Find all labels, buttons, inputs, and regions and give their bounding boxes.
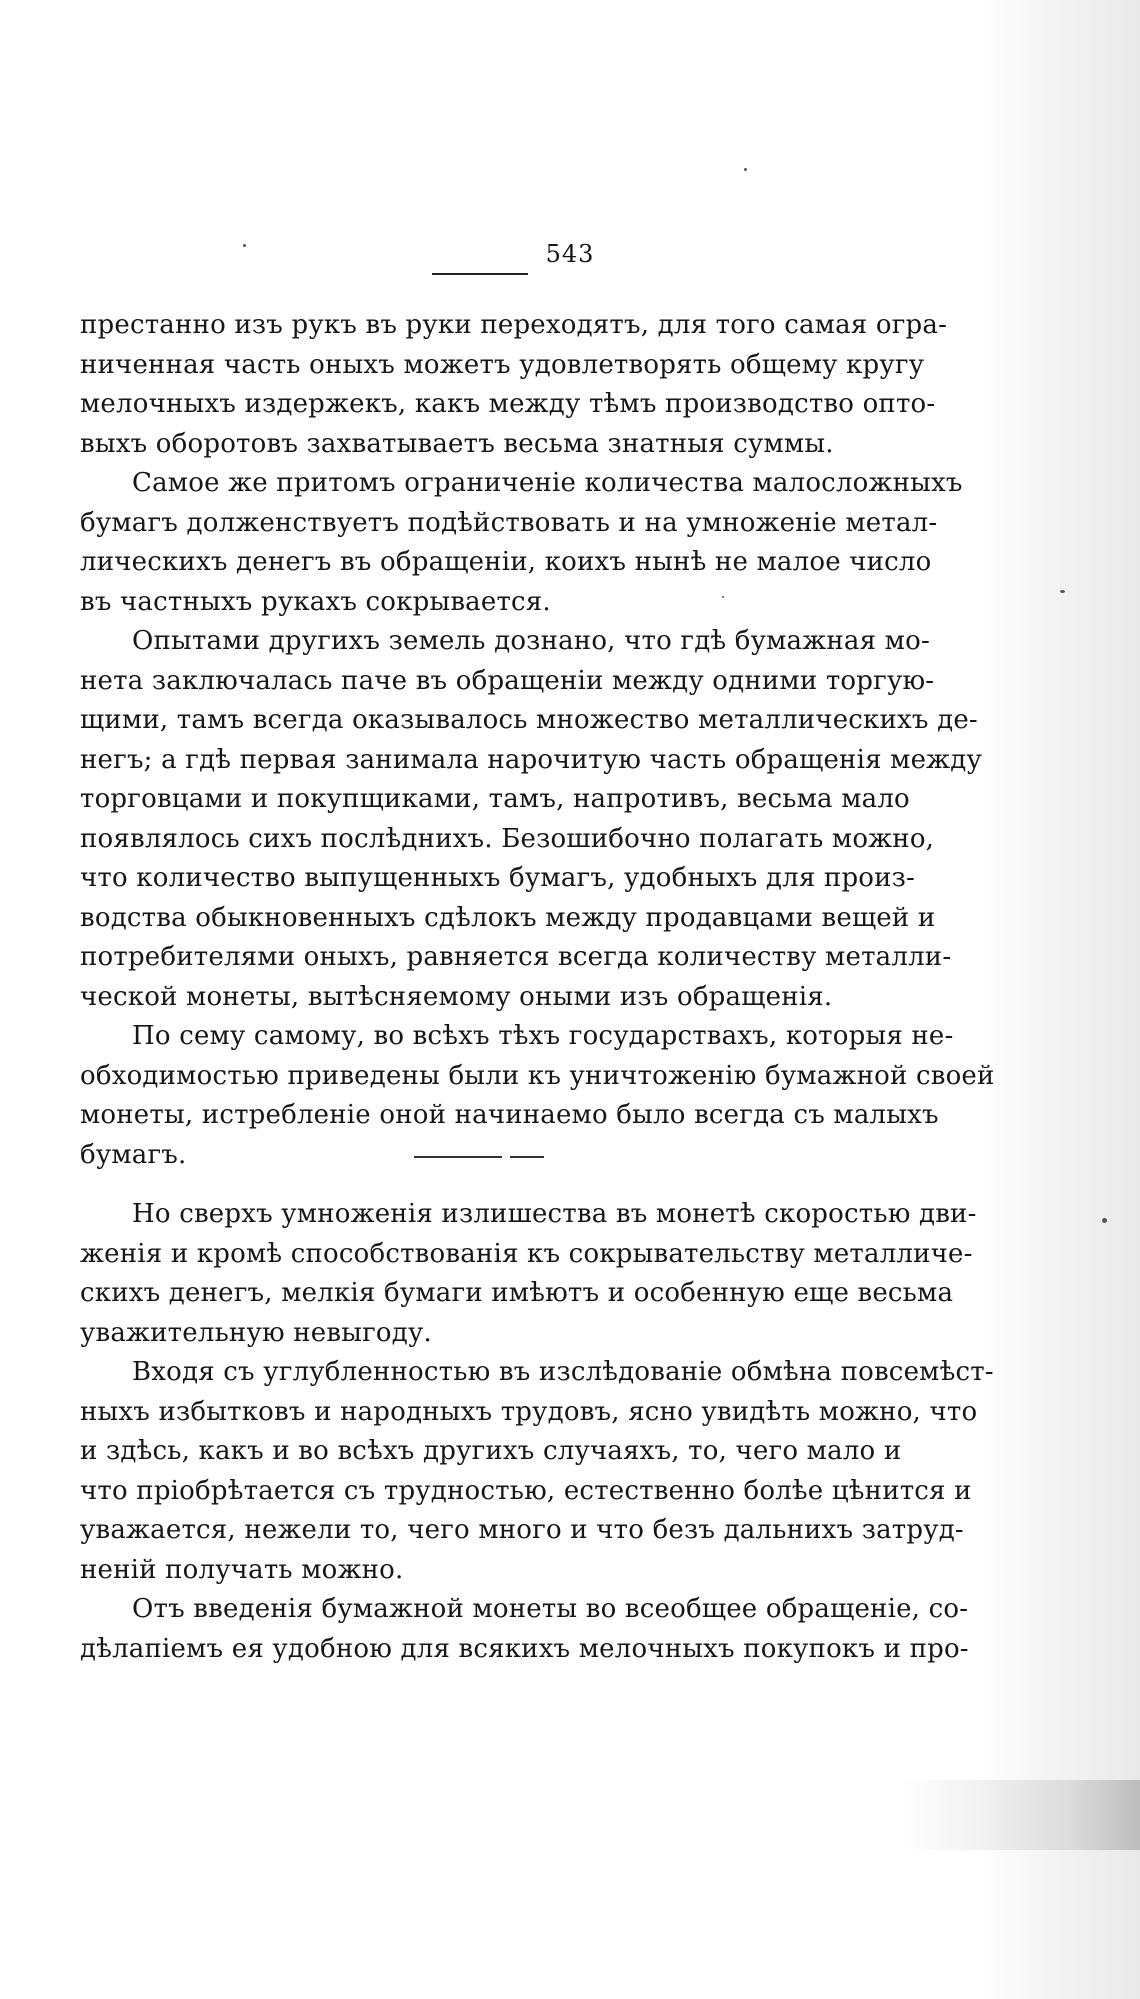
scan-speck: [744, 168, 747, 171]
page-number-rule: [432, 273, 528, 275]
text-line: дѣлапіемъ ея удобною для всякихъ мелочныхъ покупокъ и про-: [80, 1633, 969, 1664]
text-line: и здѣсь, какъ и во всѣхъ другихъ случаяхъ, то, чего мало и: [80, 1436, 902, 1466]
text-line: ниченная часть оныхъ можетъ удовлетворять общему кругу: [80, 349, 925, 380]
text-line: уважается, нежели то, чего много и что безъ дальнихъ затруд-: [80, 1515, 964, 1545]
text-line: монеты, истребленіе оной начинаемо было всегда съ малыхъ: [80, 1100, 939, 1130]
text-block-upper: [80, 306, 995, 1175]
text-line: потребителями оныхъ, равняется всегда количеству металли-: [80, 942, 952, 972]
scan-speck: [1060, 590, 1065, 593]
scan-speck: [722, 596, 724, 598]
scan-speck: [243, 244, 246, 247]
text-line: Отъ введенія бумажной монеты во всеобщее обращеніе, со-: [132, 1594, 969, 1624]
section-separator: [414, 1156, 544, 1158]
text-line: мелочныхъ издержекъ, какъ между тѣмъ производство опто-: [80, 389, 936, 419]
text-line: Но сверхъ умноженія излишества въ монетѣ скоростью дви-: [132, 1199, 977, 1229]
text-line: негъ; а гдѣ первая занимала нарочитую часть обращенія между: [80, 744, 982, 775]
text-line: Опытами другихъ земель дознано, что гдѣ бумажная мо-: [132, 626, 930, 656]
text-line: бумагъ долженствуетъ подѣйствовать и на умноженіе метал-: [80, 507, 938, 538]
scan-speck: [1102, 1218, 1107, 1223]
text-line: что количество выпущенныхъ бумагъ, удобныхъ для произ-: [80, 863, 916, 893]
text-line: престанно изъ рукъ въ руки переходятъ, для того самая огра-: [80, 310, 948, 340]
text-line: торговцами и покупщиками, тамъ, напротивъ, весьма мало: [80, 784, 910, 814]
text-line: выхъ оборотовъ захватываетъ весьма знатныя суммы.: [80, 428, 834, 459]
text-line: скихъ денегъ, мелкія бумаги имѣютъ и особенную еще весьма: [80, 1278, 954, 1308]
text-line: что пріобрѣтается съ трудностью, естественно болѣе цѣнится и: [80, 1475, 972, 1506]
page-number: 543: [545, 240, 595, 268]
text-line: ческой монеты, вытѣсняемому оными изъ обращенія.: [80, 981, 833, 1012]
text-line: ныхъ избытковъ и народныхъ трудовъ, ясно увидѣть можно, что: [80, 1396, 978, 1427]
text-line: обходимостью приведены были къ уничтоженію бумажной своей: [80, 1060, 995, 1091]
text-line: неній получать можно.: [80, 1554, 404, 1585]
text-block-lower: [80, 1195, 994, 1669]
text-line: появлялось сихъ послѣднихъ. Безошибочно полагать можно,: [80, 823, 935, 854]
text-line: Входя съ углубленностью въ изслѣдованіе обмѣна повсемѣст-: [132, 1357, 994, 1387]
text-line: въ частныхъ рукахъ сокрывается.: [80, 586, 551, 617]
text-line: лическихъ денегъ въ обращеніи, коихъ нынѣ не малое число: [80, 547, 932, 577]
text-line: водства обыкновенныхъ сдѣлокъ между продавцами вещей и: [80, 902, 936, 933]
text-line: нета заключалась паче въ обращеніи между одними торгую-: [80, 665, 935, 696]
text-line: уважительную невыгоду.: [80, 1317, 432, 1348]
text-line: щими, тамъ всегда оказывалось множество металлическихъ де-: [80, 705, 978, 735]
text-line: Самое же притомъ ограниченіе количества малосложныхъ: [132, 468, 963, 498]
scan-edge-shadow: [900, 1780, 1140, 1850]
text-line: По сему самому, во всѣхъ тѣхъ государствахъ, которыя не-: [132, 1021, 954, 1051]
text-line: женія и кромѣ способствованія къ сокрывательству металличе-: [80, 1238, 973, 1269]
text-line: бумагъ.: [80, 1139, 187, 1170]
